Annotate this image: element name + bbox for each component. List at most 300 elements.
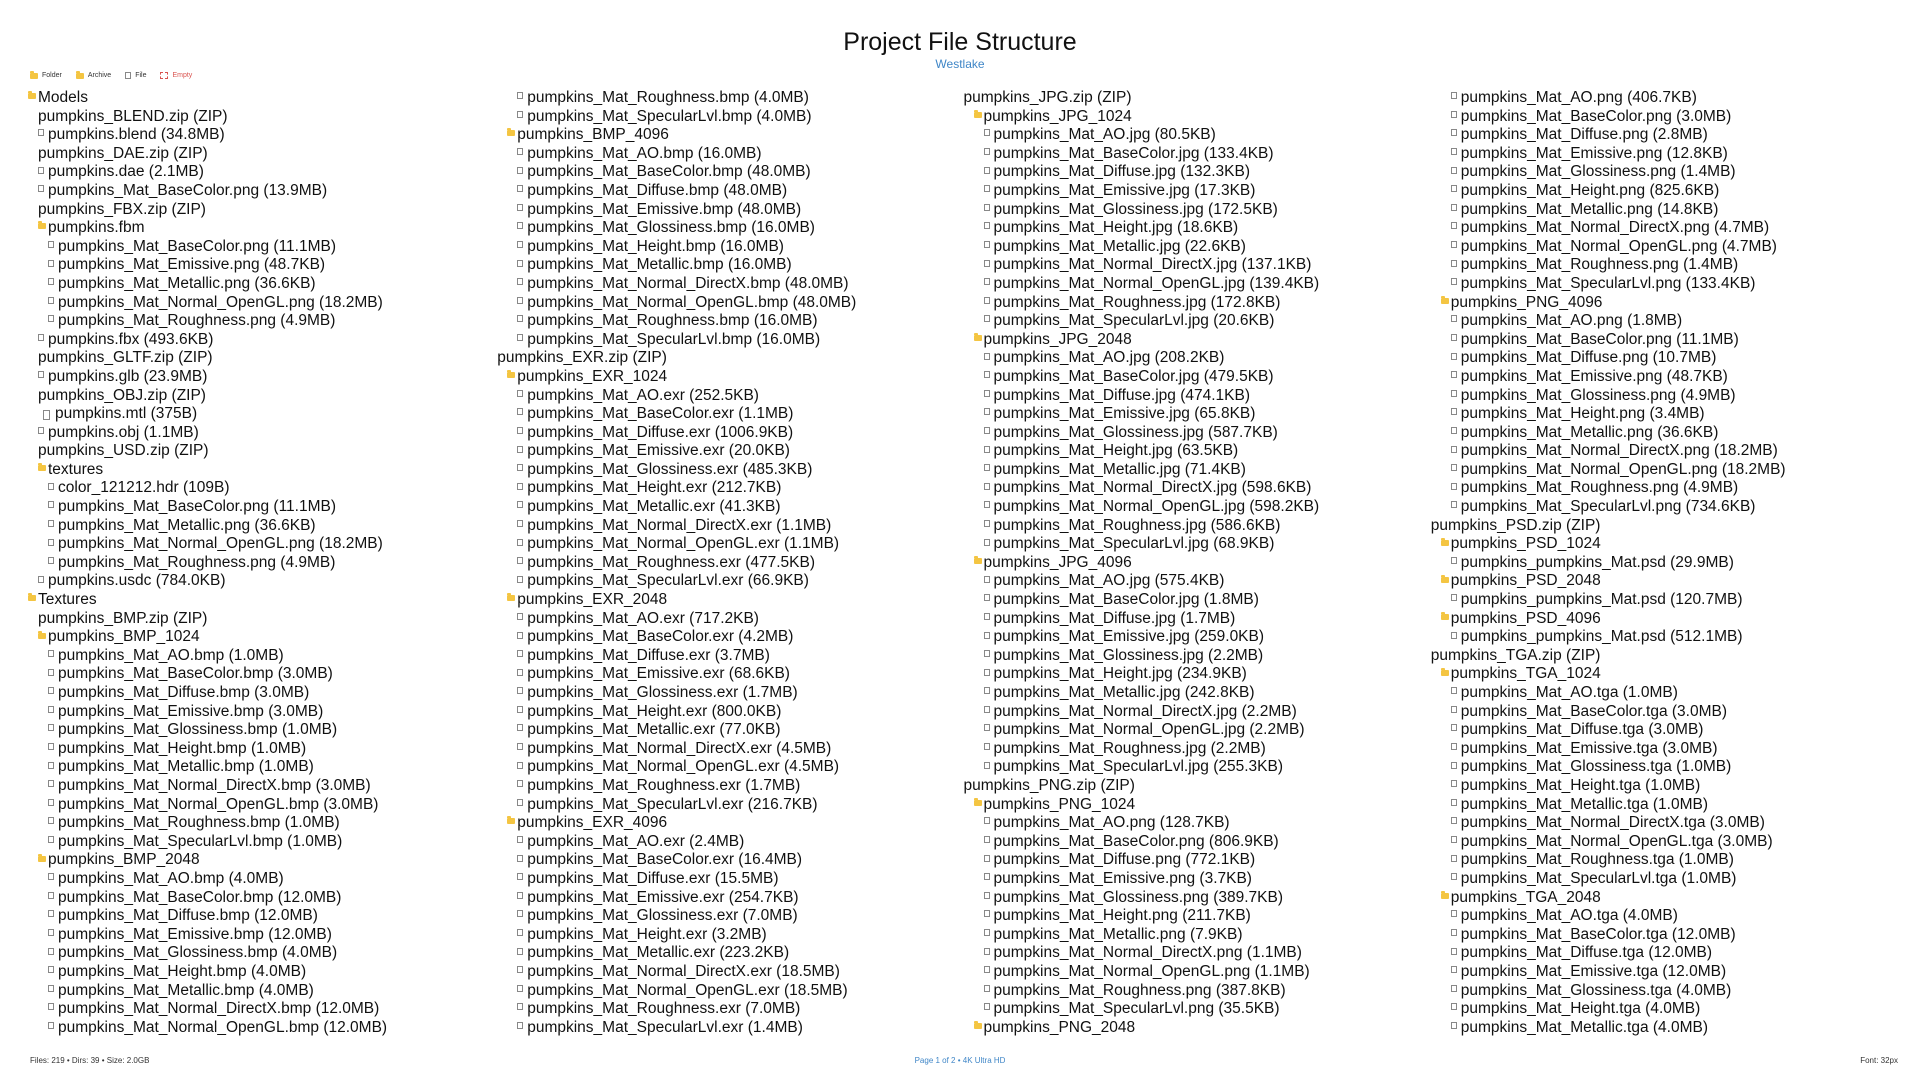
file-icon: [984, 872, 994, 886]
tree-item-label: pumpkins_Mat_Normal_OpenGL.bmp (3.0MB): [58, 795, 379, 813]
tree-file-row[interactable]: [964, 424, 1431, 443]
tree-file-row[interactable]: [1431, 461, 1900, 480]
tree-archive-row[interactable]: [28, 349, 497, 368]
tree-file-row[interactable]: [497, 889, 963, 908]
tree-archive-row[interactable]: [964, 777, 1431, 796]
file-icon: [984, 668, 994, 682]
tree-file-row[interactable]: [1431, 628, 1900, 647]
tree-folder-row[interactable]: [1431, 294, 1900, 313]
tree-file-row[interactable]: [1431, 201, 1900, 220]
tree-file-row[interactable]: [28, 294, 497, 313]
tree-file-row[interactable]: [964, 740, 1431, 759]
tree-folder-row[interactable]: [497, 126, 963, 145]
tree-item-label: pumpkins_Mat_Diffuse.png (10.7MB): [1460, 349, 1717, 367]
file-icon: [48, 891, 58, 905]
tree-item-label: pumpkins_Mat_Emissive.bmp (3.0MB): [58, 702, 324, 720]
file-icon: [984, 445, 994, 459]
tree-file-row[interactable]: [497, 944, 963, 963]
tree-file-row[interactable]: [1431, 591, 1900, 610]
tree-item-label: pumpkins_BMP_2048: [48, 851, 200, 869]
tree-folder-row[interactable]: [28, 89, 497, 108]
tree-file-row[interactable]: [28, 1000, 497, 1019]
tree-file-row[interactable]: [1431, 256, 1900, 275]
tree-item-label: pumpkins_DAE.zip (ZIP): [38, 144, 208, 162]
tree-item-label: pumpkins_BLEND.zip (ZIP): [38, 107, 228, 125]
tree-file-row[interactable]: [964, 665, 1431, 684]
tree-item-label: pumpkins_Mat_Roughness.png (4.9MB): [58, 553, 336, 571]
file-icon: [517, 166, 527, 180]
tree-file-row[interactable]: [28, 368, 497, 387]
tree-file-row[interactable]: [1431, 1019, 1900, 1038]
tree-file-row[interactable]: [964, 889, 1431, 908]
tree-item-label: pumpkins_Mat_Diffuse.bmp (48.0MB): [527, 181, 788, 199]
tree-archive-row[interactable]: [1431, 517, 1900, 536]
tree-item-label: pumpkins_JPG_1024: [983, 107, 1132, 125]
tree-file-row[interactable]: [964, 349, 1431, 368]
tree-file-row[interactable]: [497, 907, 963, 926]
tree-archive-row[interactable]: [1431, 647, 1900, 666]
tree-file-row[interactable]: [964, 182, 1431, 201]
tree-file-row[interactable]: [28, 572, 497, 591]
file-icon: [38, 128, 48, 142]
tree-file-row[interactable]: [28, 721, 497, 740]
tree-file-row[interactable]: [28, 758, 497, 777]
tree-folder-row[interactable]: [497, 591, 963, 610]
tree-file-row[interactable]: [497, 572, 963, 591]
tree-folder-row[interactable]: [28, 851, 497, 870]
tree-file-row[interactable]: [28, 238, 497, 257]
tree-item-label: pumpkins_Mat_Normal_OpenGL.exr (4.5MB): [527, 758, 840, 776]
tree-file-row[interactable]: [28, 275, 497, 294]
tree-file-row[interactable]: [1431, 944, 1900, 963]
tree-file-row[interactable]: [964, 461, 1431, 480]
tree-file-row[interactable]: [1431, 89, 1900, 108]
tree-folder-row[interactable]: [28, 461, 497, 480]
tree-file-row[interactable]: [497, 89, 963, 108]
file-icon: [48, 649, 58, 663]
footer-font-info: Font: 32px: [1860, 1056, 1898, 1065]
tree-file-row[interactable]: [497, 498, 963, 517]
tree-file-row[interactable]: [497, 145, 963, 164]
file-icon: [517, 277, 527, 291]
page-subtitle: Westlake: [935, 57, 985, 71]
tree-file-row[interactable]: [497, 684, 963, 703]
tree-archive-row[interactable]: [964, 89, 1431, 108]
tree-file-row[interactable]: [28, 312, 497, 331]
tree-file-row[interactable]: [1431, 182, 1900, 201]
tree-file-row[interactable]: [497, 1000, 963, 1019]
tree-file-row[interactable]: [1431, 814, 1900, 833]
file-icon: [517, 407, 527, 421]
tree-file-row[interactable]: [964, 870, 1431, 889]
tree-file-row[interactable]: [497, 758, 963, 777]
tree-file-row[interactable]: [497, 647, 963, 666]
tree-folder-row[interactable]: [1431, 535, 1900, 554]
tree-folder-row[interactable]: [964, 108, 1431, 127]
tree-item-label: pumpkins_Mat_Height.png (211.7KB): [993, 907, 1251, 925]
file-icon: [48, 482, 58, 496]
tree-file-row[interactable]: [964, 145, 1431, 164]
tree-file-row[interactable]: [497, 256, 963, 275]
tree-file-row[interactable]: [1431, 907, 1900, 926]
tree-file-row[interactable]: [964, 610, 1431, 629]
tree-archive-row[interactable]: [28, 108, 497, 127]
tree-item-label: pumpkins_Mat_Normal_DirectX.exr (4.5MB): [527, 739, 832, 757]
tree-item-label: pumpkins_Mat_Metallic.bmp (4.0MB): [58, 981, 314, 999]
file-icon: [38, 370, 48, 384]
tree-file-row[interactable]: [964, 944, 1431, 963]
tree-item-label: pumpkins_Mat_AO.jpg (80.5KB): [993, 126, 1216, 144]
tree-file-row[interactable]: [1431, 145, 1900, 164]
tree-file-row[interactable]: [497, 442, 963, 461]
tree-file-row[interactable]: [1431, 963, 1900, 982]
tree-item-label: pumpkins_Mat_Roughness.bmp (1.0MB): [58, 814, 340, 832]
tree-archive-row[interactable]: [28, 145, 497, 164]
tree-file-row[interactable]: [1431, 721, 1900, 740]
tree-file-row[interactable]: [497, 1019, 963, 1038]
tree-file-row[interactable]: [964, 201, 1431, 220]
tree-file-row[interactable]: [497, 833, 963, 852]
tree-folder-row[interactable]: [964, 331, 1431, 350]
file-icon: [517, 426, 527, 440]
tree-file-row[interactable]: [497, 777, 963, 796]
tree-file-row[interactable]: [964, 387, 1431, 406]
tree-item-label: pumpkins_Mat_Emissive.png (12.8KB): [1460, 144, 1728, 162]
tree-file-row[interactable]: [28, 889, 497, 908]
tree-file-row[interactable]: [964, 647, 1431, 666]
tree-file-row[interactable]: [497, 926, 963, 945]
tree-file-row[interactable]: [497, 387, 963, 406]
tree-file-row[interactable]: [497, 312, 963, 331]
file-icon: [517, 965, 527, 979]
page-title: Project File Structure: [843, 28, 1077, 56]
tree-file-row[interactable]: [497, 294, 963, 313]
folder-icon: [1441, 891, 1451, 905]
tree-file-row[interactable]: [1431, 554, 1900, 573]
tree-item-label: pumpkins_Mat_AO.exr (717.2KB): [527, 609, 759, 627]
tree-archive-row[interactable]: [28, 387, 497, 406]
tree-archive-row[interactable]: [28, 610, 497, 629]
tree-file-row[interactable]: [28, 126, 497, 145]
tree-folder-row[interactable]: [497, 368, 963, 387]
tree-file-row[interactable]: [28, 684, 497, 703]
tree-item-label: pumpkins_Mat_Emissive.jpg (65.8KB): [993, 405, 1256, 423]
tree-item-label: pumpkins_Mat_Height.exr (212.7KB): [527, 479, 782, 497]
tree-file-row[interactable]: [1431, 703, 1900, 722]
tree-file-row[interactable]: [964, 312, 1431, 331]
tree-file-row[interactable]: [28, 703, 497, 722]
tree-item-label: pumpkins_Mat_BaseColor.exr (4.2MB): [527, 628, 794, 646]
tree-file-row[interactable]: [28, 554, 497, 573]
tree-file-row[interactable]: [1431, 684, 1900, 703]
tree-item-label: pumpkins_Mat_AO.jpg (575.4KB): [993, 572, 1225, 590]
tree-file-row[interactable]: [1431, 126, 1900, 145]
tree-file-row[interactable]: [497, 461, 963, 480]
tree-file-row[interactable]: [964, 963, 1431, 982]
tree-archive-row[interactable]: [497, 349, 963, 368]
tree-file-row[interactable]: [1431, 368, 1900, 387]
tree-folder-row[interactable]: [964, 1019, 1431, 1038]
tree-item-label: pumpkins_Mat_SpecularLvl.bmp (16.0MB): [527, 330, 821, 348]
tree-file-row[interactable]: [497, 238, 963, 257]
tree-file-row[interactable]: [497, 665, 963, 684]
tree-item-label: pumpkins_Mat_Height.bmp (1.0MB): [58, 739, 307, 757]
tree-file-row[interactable]: [28, 796, 497, 815]
tree-item-label: pumpkins_Mat_Glossiness.exr (7.0MB): [527, 907, 798, 925]
tree-item-label: pumpkins_Mat_SpecularLvl.exr (1.4MB): [527, 1018, 803, 1036]
tree-file-row[interactable]: [1431, 331, 1900, 350]
tree-file-row[interactable]: [497, 517, 963, 536]
tree-item-label: pumpkins_Mat_Emissive.png (3.7KB): [993, 869, 1252, 887]
tree-folder-row[interactable]: [28, 591, 497, 610]
tree-file-row[interactable]: [497, 982, 963, 1001]
file-icon: [1451, 816, 1461, 830]
file-icon: [984, 259, 994, 273]
tree-file-row[interactable]: [28, 405, 497, 424]
tree-file-row[interactable]: [964, 275, 1431, 294]
tree-file-row[interactable]: [964, 982, 1431, 1001]
tree-item-label: pumpkins_Mat_AO.tga (4.0MB): [1460, 907, 1678, 925]
tree-file-row[interactable]: [964, 517, 1431, 536]
file-icon: [48, 296, 58, 310]
tree-file-row[interactable]: [964, 294, 1431, 313]
tree-file-row[interactable]: [964, 684, 1431, 703]
file-icon: [125, 72, 131, 79]
tree-file-row[interactable]: [1431, 740, 1900, 759]
tree-file-row[interactable]: [964, 126, 1431, 145]
tree-file-row[interactable]: [1431, 275, 1900, 294]
tree-item-label: pumpkins_Mat_AO.exr (2.4MB): [527, 832, 745, 850]
tree-file-row[interactable]: [28, 982, 497, 1001]
file-icon: [984, 296, 994, 310]
tree-item-label: pumpkins_Mat_BaseColor.bmp (48.0MB): [527, 163, 811, 181]
file-icon: [48, 798, 58, 812]
tree-file-row[interactable]: [964, 833, 1431, 852]
file-icon: [984, 854, 994, 868]
tree-file-row[interactable]: [28, 424, 497, 443]
tree-file-row[interactable]: [28, 182, 497, 201]
tree-item-label: pumpkins_Mat_Emissive.exr (254.7KB): [527, 888, 799, 906]
tree-item-label: pumpkins_TGA.zip (ZIP): [1430, 646, 1601, 664]
tree-file-row[interactable]: [28, 163, 497, 182]
folder-icon: [974, 556, 984, 570]
tree-file-row[interactable]: [1431, 405, 1900, 424]
tree-item-label: pumpkins_Mat_Normal_OpenGL.jpg (139.4KB): [993, 274, 1320, 292]
folder-icon: [30, 73, 38, 79]
tree-file-row[interactable]: [1431, 926, 1900, 945]
tree-file-row[interactable]: [964, 442, 1431, 461]
tree-file-row[interactable]: [964, 498, 1431, 517]
tree-archive-row[interactable]: [28, 201, 497, 220]
tree-file-row[interactable]: [1431, 312, 1900, 331]
tree-file-row[interactable]: [964, 368, 1431, 387]
tree-file-row[interactable]: [28, 777, 497, 796]
tree-file-row[interactable]: [28, 1019, 497, 1038]
tree-file-row[interactable]: [497, 535, 963, 554]
tree-file-row[interactable]: [1431, 108, 1900, 127]
tree-file-row[interactable]: [497, 628, 963, 647]
tree-file-row[interactable]: [964, 851, 1431, 870]
tree-file-row[interactable]: [964, 219, 1431, 238]
tree-file-row[interactable]: [497, 201, 963, 220]
tree-folder-row[interactable]: [964, 796, 1431, 815]
tree-file-row[interactable]: [497, 163, 963, 182]
tree-file-row[interactable]: [1431, 870, 1900, 889]
tree-folder-row[interactable]: [1431, 572, 1900, 591]
tree-item-label: pumpkins_Mat_Roughness.bmp (4.0MB): [527, 89, 809, 106]
tree-file-row[interactable]: [964, 256, 1431, 275]
file-icon: [48, 928, 58, 942]
tree-file-row[interactable]: [28, 498, 497, 517]
file-icon: [1451, 928, 1461, 942]
tree-file-row[interactable]: [28, 479, 497, 498]
tree-folder-row[interactable]: [1431, 889, 1900, 908]
tree-item-label: pumpkins_PNG_2048: [983, 1018, 1136, 1036]
tree-file-row[interactable]: [28, 870, 497, 889]
tree-file-row[interactable]: [497, 796, 963, 815]
tree-file-row[interactable]: [28, 926, 497, 945]
file-icon: [984, 500, 994, 514]
tree-item-label: pumpkins_Mat_Metallic.tga (4.0MB): [1460, 1018, 1709, 1036]
tree-file-row[interactable]: [497, 405, 963, 424]
tree-file-row[interactable]: [28, 256, 497, 275]
file-icon: [517, 705, 527, 719]
tree-file-row[interactable]: [497, 554, 963, 573]
tree-file-row[interactable]: [964, 591, 1431, 610]
tree-file-row[interactable]: [28, 814, 497, 833]
tree-file-row[interactable]: [28, 647, 497, 666]
tree-file-row[interactable]: [1431, 777, 1900, 796]
tree-file-row[interactable]: [964, 405, 1431, 424]
tree-file-row[interactable]: [497, 479, 963, 498]
tree-file-row[interactable]: [1431, 163, 1900, 182]
tree-file-row[interactable]: [1431, 851, 1900, 870]
tree-item-label: pumpkins_Mat_Glossiness.png (389.7KB): [993, 888, 1283, 906]
tree-file-row[interactable]: [497, 275, 963, 294]
tree-file-row[interactable]: [1431, 442, 1900, 461]
tree-file-row[interactable]: [28, 907, 497, 926]
file-icon: [1451, 854, 1461, 868]
tree-file-row[interactable]: [1431, 424, 1900, 443]
file-icon: [984, 984, 994, 998]
tree-file-row[interactable]: [28, 963, 497, 982]
file-icon: [517, 984, 527, 998]
tree-file-row[interactable]: [964, 479, 1431, 498]
tree-item-label: pumpkins.obj (1.1MB): [48, 423, 199, 441]
tree-file-row[interactable]: [964, 572, 1431, 591]
tree-item-label: pumpkins_PSD_2048: [1450, 572, 1601, 590]
tree-item-label: pumpkins_Mat_Normal_OpenGL.jpg (598.2KB): [993, 498, 1320, 516]
tree-file-row[interactable]: [1431, 498, 1900, 517]
tree-file-row[interactable]: [964, 238, 1431, 257]
tree-file-row[interactable]: [1431, 349, 1900, 368]
tree-file-row[interactable]: [1431, 982, 1900, 1001]
tree-file-row[interactable]: [497, 703, 963, 722]
tree-file-row[interactable]: [1431, 387, 1900, 406]
tree-file-row[interactable]: [28, 740, 497, 759]
tree-file-row[interactable]: [28, 331, 497, 350]
tree-item-label: pumpkins_Mat_Metallic.png (36.6KB): [58, 274, 316, 292]
tree-file-row[interactable]: [28, 517, 497, 536]
file-icon: [1451, 984, 1461, 998]
tree-file-row[interactable]: [1431, 758, 1900, 777]
tree-item-label: pumpkins_Mat_Roughness.png (387.8KB): [993, 981, 1286, 999]
tree-file-row[interactable]: [1431, 1000, 1900, 1019]
folder-icon: [1441, 538, 1451, 552]
tree-file-row[interactable]: [497, 219, 963, 238]
tree-file-row[interactable]: [497, 610, 963, 629]
tree-folder-row[interactable]: [1431, 610, 1900, 629]
tree-item-label: pumpkins_Mat_Normal_OpenGL.tga (3.0MB): [1460, 832, 1773, 850]
tree-file-row[interactable]: [1431, 219, 1900, 238]
file-icon: [38, 426, 48, 440]
tree-item-label: pumpkins_Mat_Roughness.jpg (172.8KB): [993, 293, 1281, 311]
tree-file-row[interactable]: [964, 907, 1431, 926]
tree-file-row[interactable]: [497, 424, 963, 443]
file-icon: [48, 1002, 58, 1016]
file-icon: [1451, 947, 1461, 961]
tree-item-label: pumpkins_Mat_Height.exr (800.0KB): [527, 702, 782, 720]
tree-folder-row[interactable]: [497, 814, 963, 833]
tree-item-label: pumpkins_Mat_Normal_DirectX.bmp (3.0MB): [58, 776, 371, 794]
tree-file-row[interactable]: [1431, 238, 1900, 257]
tree-file-row[interactable]: [964, 814, 1431, 833]
tree-item-label: pumpkins_Mat_Glossiness.jpg (2.2MB): [993, 646, 1264, 664]
tree-item-label: pumpkins_Mat_Glossiness.exr (485.3KB): [527, 460, 813, 478]
tree-file-row[interactable]: [497, 331, 963, 350]
tree-file-row[interactable]: [1431, 833, 1900, 852]
tree-file-row[interactable]: [964, 628, 1431, 647]
tree-file-row[interactable]: [964, 163, 1431, 182]
tree-file-row[interactable]: [497, 108, 963, 127]
tree-folder-row[interactable]: [28, 219, 497, 238]
tree-item-label: pumpkins_Mat_Diffuse.exr (1006.9KB): [527, 423, 794, 441]
tree-file-row[interactable]: [497, 870, 963, 889]
tree-file-row[interactable]: [28, 535, 497, 554]
tree-file-row[interactable]: [1431, 796, 1900, 815]
tree-file-row[interactable]: [497, 851, 963, 870]
tree-archive-row[interactable]: [28, 442, 497, 461]
tree-folder-row[interactable]: [28, 628, 497, 647]
file-icon: [1451, 445, 1461, 459]
tree-file-row[interactable]: [497, 721, 963, 740]
file-icon: [984, 426, 994, 440]
file-icon: [517, 835, 527, 849]
tree-file-row[interactable]: [1431, 479, 1900, 498]
file-icon: [517, 909, 527, 923]
file-icon: [984, 649, 994, 663]
tree-file-row[interactable]: [964, 1000, 1431, 1019]
tree-file-row[interactable]: [964, 535, 1431, 554]
tree-file-row[interactable]: [497, 182, 963, 201]
tree-folder-row[interactable]: [964, 554, 1431, 573]
tree-file-row[interactable]: [28, 833, 497, 852]
tree-file-row[interactable]: [964, 758, 1431, 777]
tree-file-row[interactable]: [28, 944, 497, 963]
tree-item-label: pumpkins_Mat_Metallic.jpg (22.6KB): [993, 237, 1246, 255]
file-icon: [517, 221, 527, 235]
tree-file-row[interactable]: [964, 926, 1431, 945]
tree-file-row[interactable]: [497, 740, 963, 759]
tree-file-row[interactable]: [497, 963, 963, 982]
tree-folder-row[interactable]: [1431, 665, 1900, 684]
tree-item-label: pumpkins_Mat_Height.png (3.4MB): [1460, 405, 1705, 423]
file-icon: [1451, 593, 1461, 607]
tree-file-row[interactable]: [964, 703, 1431, 722]
tree-file-row[interactable]: [964, 721, 1431, 740]
tree-file-row[interactable]: [28, 665, 497, 684]
tree-item-label: pumpkins_Mat_BaseColor.png (806.9KB): [993, 832, 1279, 850]
